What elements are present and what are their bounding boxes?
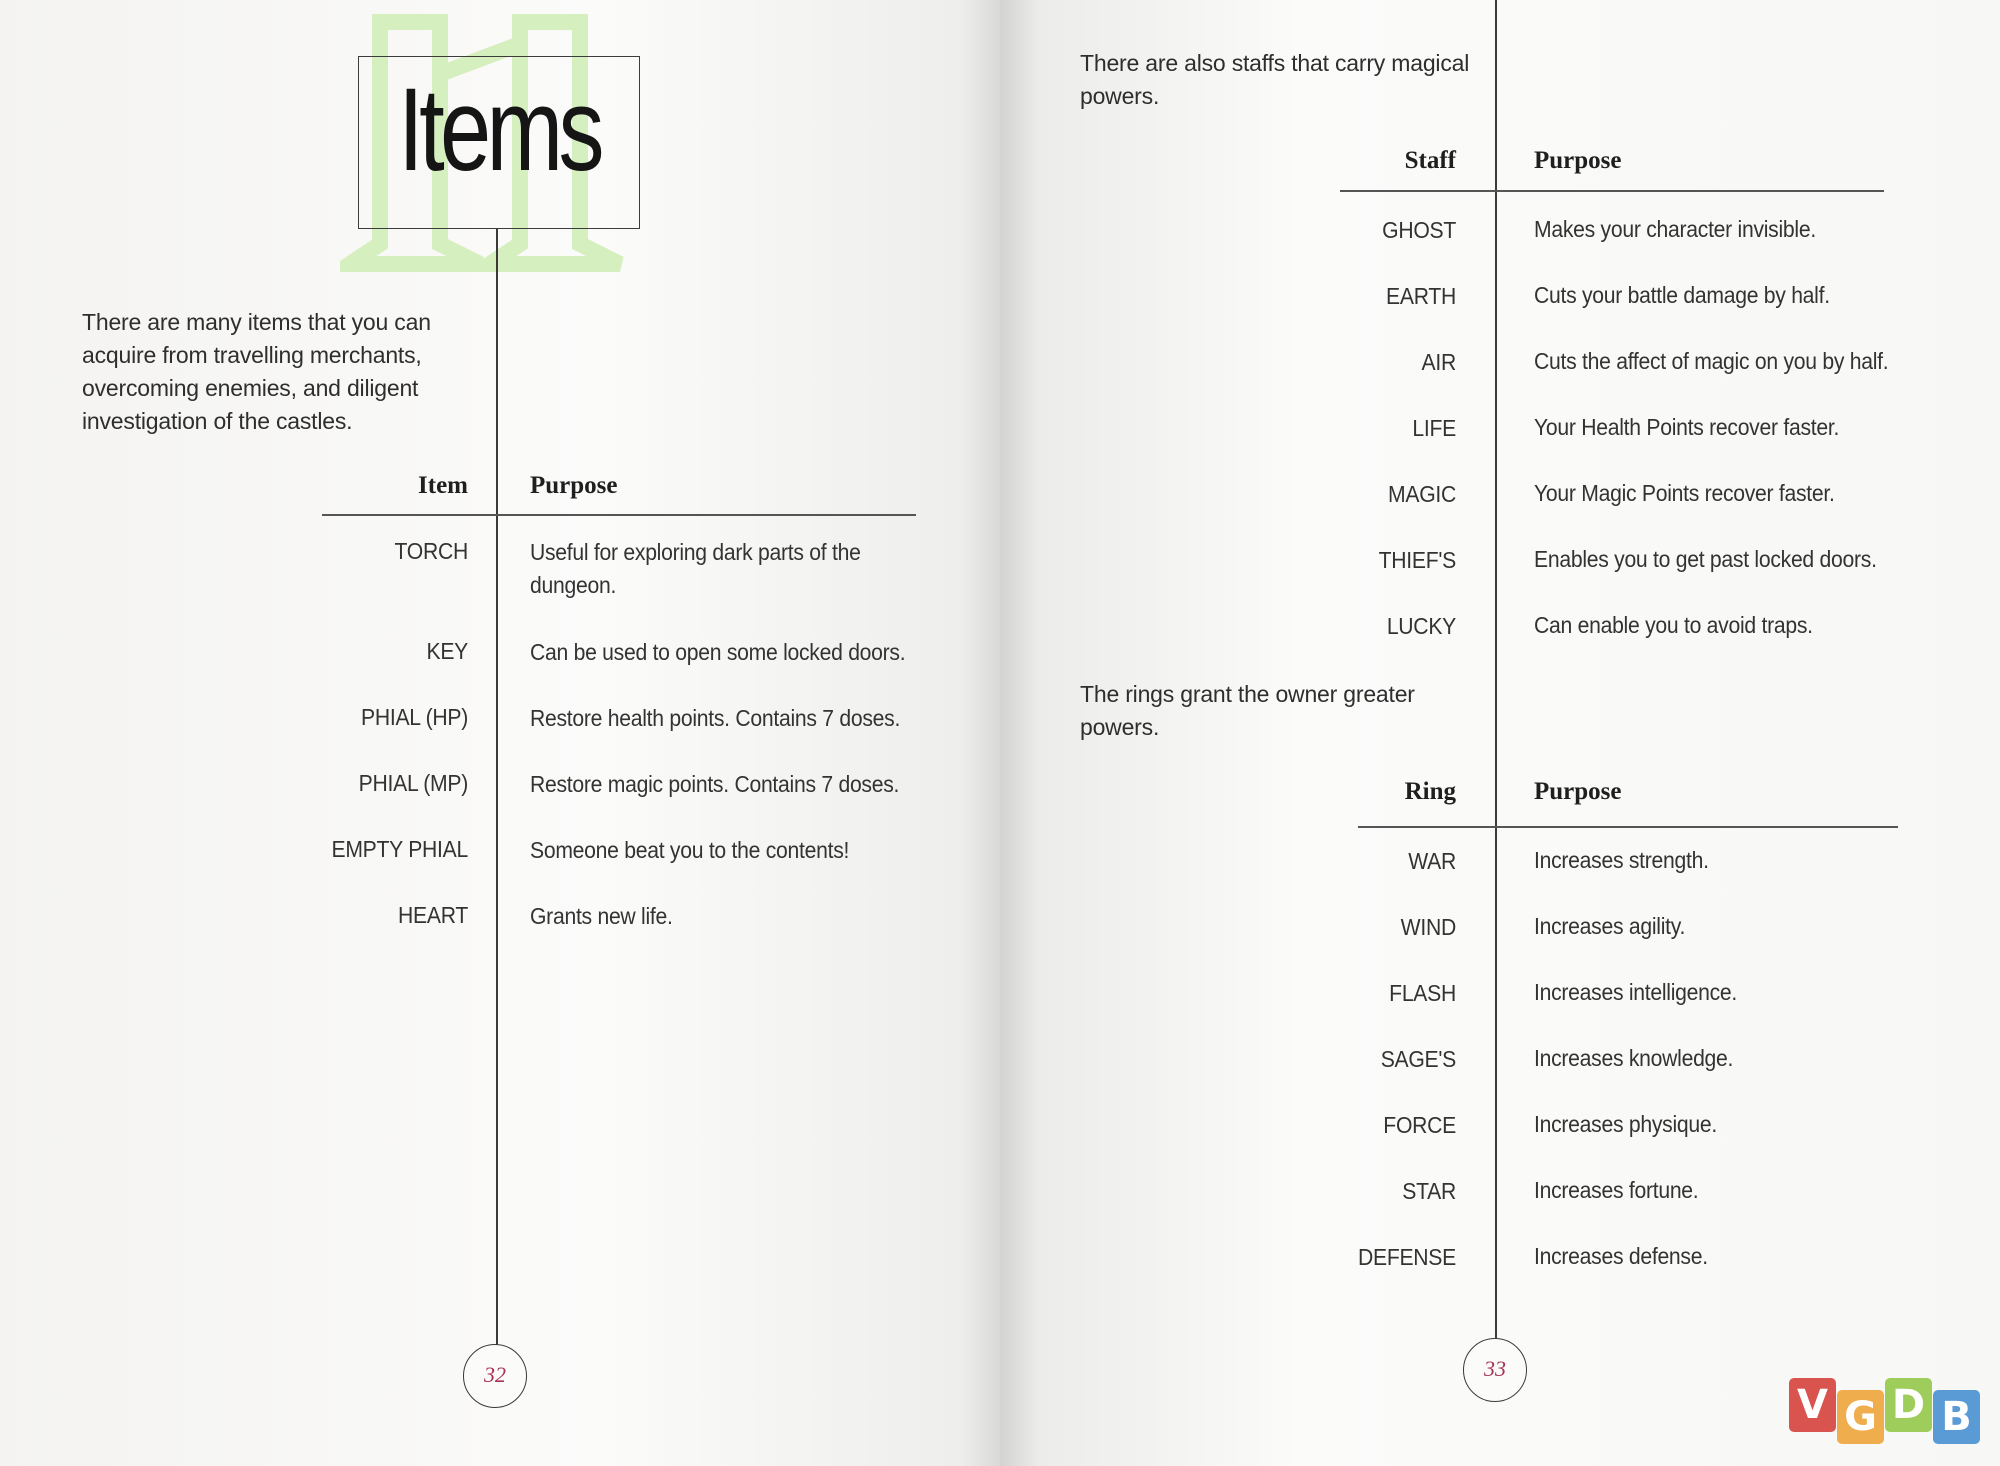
purpose-line: dungeon. [530,572,617,598]
ring-purpose: Increases agility. [1534,913,1686,939]
logo-tile-g: G [1837,1390,1884,1444]
page-title: Items [398,64,600,196]
staff-name: MAGIC [1388,481,1456,507]
item-name: HEART [398,902,468,928]
staff-name: AIR [1421,349,1456,375]
intro-line: acquire from travelling merchants, [82,342,422,368]
intro-line: investigation of the castles. [82,408,353,434]
staff-name: GHOST [1382,217,1456,243]
staff-name: LUCKY [1386,613,1456,639]
ring-purpose: Increases physique. [1534,1111,1717,1137]
item-purpose: Grants new life. [530,903,673,929]
staff-purpose: Cuts the affect of magic on you by half. [1534,348,1889,374]
header-rule [322,514,916,516]
staff-purpose: Cuts your battle damage by half. [1534,282,1830,308]
logo-tile-d: D [1885,1378,1932,1432]
item-purpose: Someone beat you to the contents! [530,837,850,863]
staff-header-rule [1340,190,1884,192]
ring-purpose: Increases intelligence. [1534,979,1738,1005]
intro-line: overcoming enemies, and diligent [82,375,419,401]
intro-line: powers. [1080,83,1160,109]
staff-purpose: Can enable you to avoid traps. [1534,612,1813,638]
staff-name: THIEF'S [1378,547,1456,573]
ring-intro [1080,678,1480,744]
column-divider [496,229,498,1345]
item-name: TORCH [394,538,468,564]
item-purpose: Can be used to open some locked doors. [530,639,906,665]
item-purpose: Restore health points. Contains 7 doses. [530,705,901,731]
page-number: 33 [1463,1338,1527,1402]
staff-purpose: Makes your character invisible. [1534,216,1816,242]
ring-name: SAGE'S [1380,1046,1456,1072]
ring-name: FLASH [1389,980,1456,1006]
staff-name: EARTH [1386,283,1456,309]
header-staff: Staff [1404,147,1456,174]
ring-name: STAR [1402,1178,1456,1204]
ring-name: WAR [1408,848,1456,874]
staff-purpose: Your Magic Points recover faster. [1534,480,1835,506]
ring-purpose: Increases knowledge. [1534,1045,1734,1071]
right-page [1000,0,2000,1466]
item-name: KEY [426,638,468,664]
staff-name: LIFE [1412,415,1456,441]
header-purpose: Purpose [530,472,618,499]
item-name: PHIAL (MP) [358,770,468,796]
intro-line: There are also staffs that carry magical [1080,50,1470,76]
ring-name: WIND [1400,914,1456,940]
staff-purpose: Your Health Points recover faster. [1534,414,1840,440]
ring-purpose: Increases defense. [1534,1243,1708,1269]
intro-line: The rings grant the owner greater [1080,681,1415,707]
item-name: EMPTY PHIAL [331,836,468,862]
header-item: Item [418,472,468,499]
vgdb-logo [1789,1378,1989,1458]
ring-name: DEFENSE [1357,1244,1456,1270]
purpose-line: Useful for exploring dark parts of the [530,539,861,565]
logo-tile-v: V [1789,1378,1836,1432]
staff-intro [1080,47,1480,113]
item-purpose [530,536,916,602]
header-purpose: Purpose [1534,778,1622,805]
column-divider [1495,0,1497,1338]
intro-line: There are many items that you can [82,309,431,335]
intro-line: powers. [1080,714,1160,740]
ring-purpose: Increases fortune. [1534,1177,1699,1203]
item-name: PHIAL (HP) [361,704,468,730]
intro-paragraph [82,306,462,438]
header-ring: Ring [1404,778,1456,805]
logo-tile-b: B [1933,1390,1980,1444]
header-purpose: Purpose [1534,147,1622,174]
item-purpose: Restore magic points. Contains 7 doses. [530,771,900,797]
staff-purpose: Enables you to get past locked doors. [1534,546,1877,572]
ring-name: FORCE [1383,1112,1456,1138]
ring-header-rule [1358,826,1898,828]
ring-purpose: Increases strength. [1534,847,1709,873]
page-number: 32 [463,1344,527,1408]
